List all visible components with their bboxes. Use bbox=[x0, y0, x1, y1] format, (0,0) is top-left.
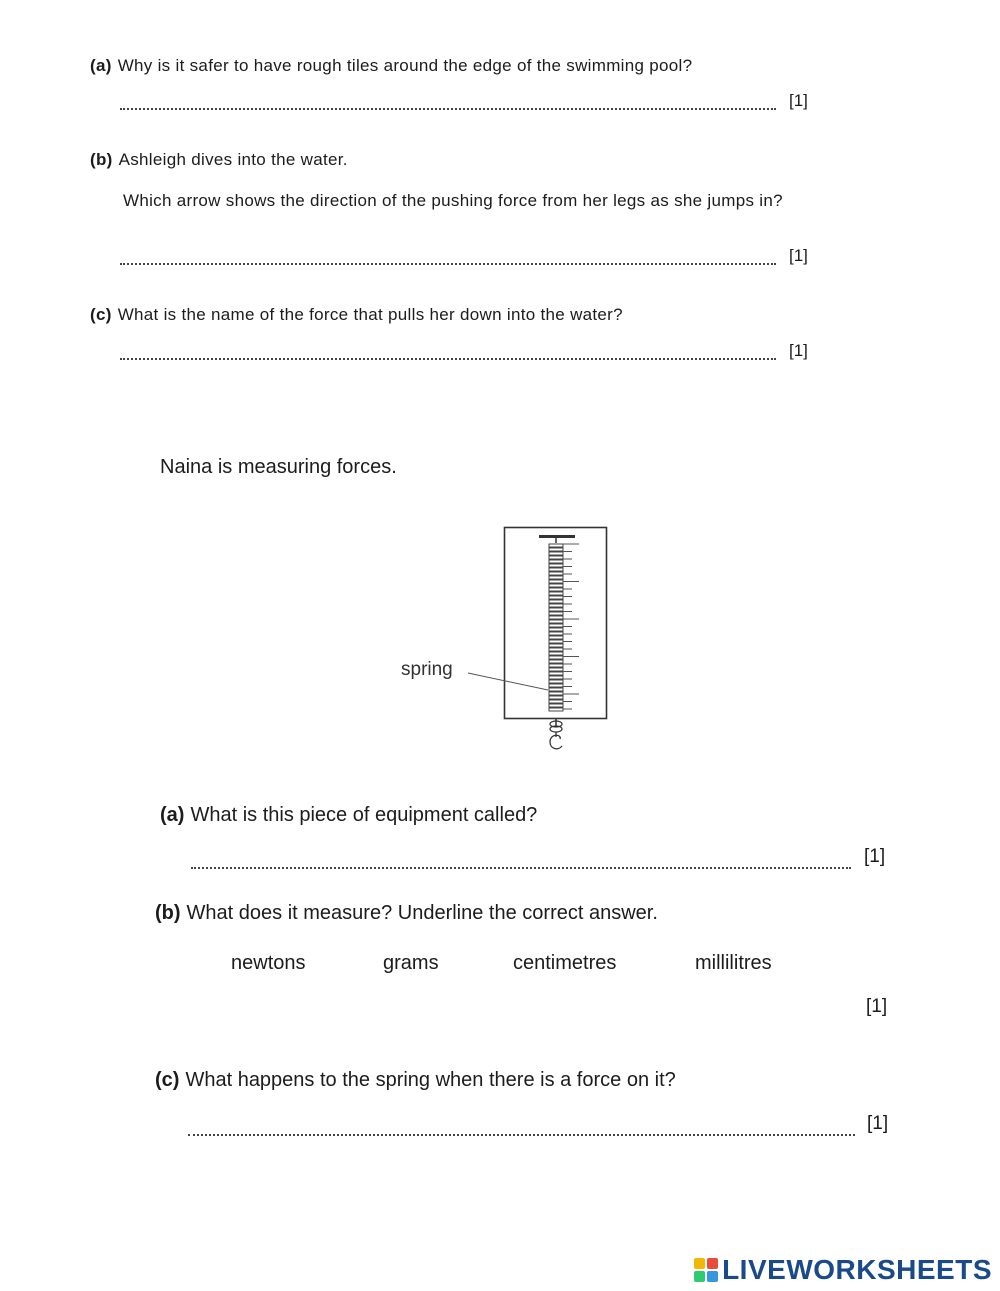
force-meter-diagram bbox=[380, 520, 640, 760]
question-label: (a) bbox=[160, 804, 185, 826]
option-millilitres[interactable]: millilitres bbox=[695, 952, 772, 974]
question-1b bbox=[90, 150, 348, 170]
question-text: What is the name of the force that pulls her down into the water? bbox=[117, 305, 623, 324]
option-newtons[interactable]: newtons bbox=[231, 952, 306, 974]
question-label: (b) bbox=[90, 150, 113, 169]
question-label: (c) bbox=[155, 1069, 180, 1091]
mark-2a: [1] bbox=[864, 846, 886, 867]
question-text: Ashleigh dives into the water. bbox=[118, 150, 348, 169]
question-text: Why is it safer to have rough tiles around the edge of the swimming pool? bbox=[117, 56, 693, 75]
intro-text: Naina is measuring forces. bbox=[160, 456, 397, 478]
question-1a bbox=[90, 56, 692, 76]
question-2a bbox=[160, 804, 537, 827]
question-text: What does it measure? Underline the correct answer. bbox=[186, 902, 658, 924]
question-text: What is this piece of equipment called? bbox=[190, 804, 538, 826]
meter-top-bar bbox=[539, 535, 575, 538]
mark-2b: [1] bbox=[866, 996, 888, 1017]
answer-line-2c[interactable] bbox=[188, 1134, 855, 1136]
spring-label: spring bbox=[401, 659, 453, 680]
question-label: (c) bbox=[90, 305, 112, 324]
question-1c bbox=[90, 305, 623, 325]
option-centimetres[interactable]: centimetres bbox=[513, 952, 617, 974]
question-1b-subtext: Which arrow shows the direction of the pushing force from her legs as she jumps in? bbox=[123, 191, 783, 210]
answer-line-1c[interactable] bbox=[120, 358, 776, 360]
answer-line-2a[interactable] bbox=[191, 867, 851, 869]
question-text: What happens to the spring when there is a force on it? bbox=[185, 1069, 676, 1091]
question-2b bbox=[155, 902, 658, 925]
mark-2c: [1] bbox=[867, 1113, 889, 1134]
hook-icon bbox=[550, 732, 562, 749]
logo-text: LIVEWORKSHEETS bbox=[722, 1254, 992, 1285]
answer-line-1a[interactable] bbox=[120, 108, 776, 110]
mark-1a: [1] bbox=[789, 91, 808, 110]
option-grams[interactable]: grams bbox=[383, 952, 439, 974]
liveworksheets-logo[interactable] bbox=[694, 1254, 992, 1286]
answer-line-1b[interactable] bbox=[120, 263, 776, 265]
logo-squares-icon bbox=[694, 1258, 718, 1282]
mark-1b: [1] bbox=[789, 246, 808, 265]
mark-1c: [1] bbox=[789, 341, 808, 360]
question-2c bbox=[155, 1069, 676, 1092]
question-label: (a) bbox=[90, 56, 112, 75]
question-label: (b) bbox=[155, 902, 181, 924]
